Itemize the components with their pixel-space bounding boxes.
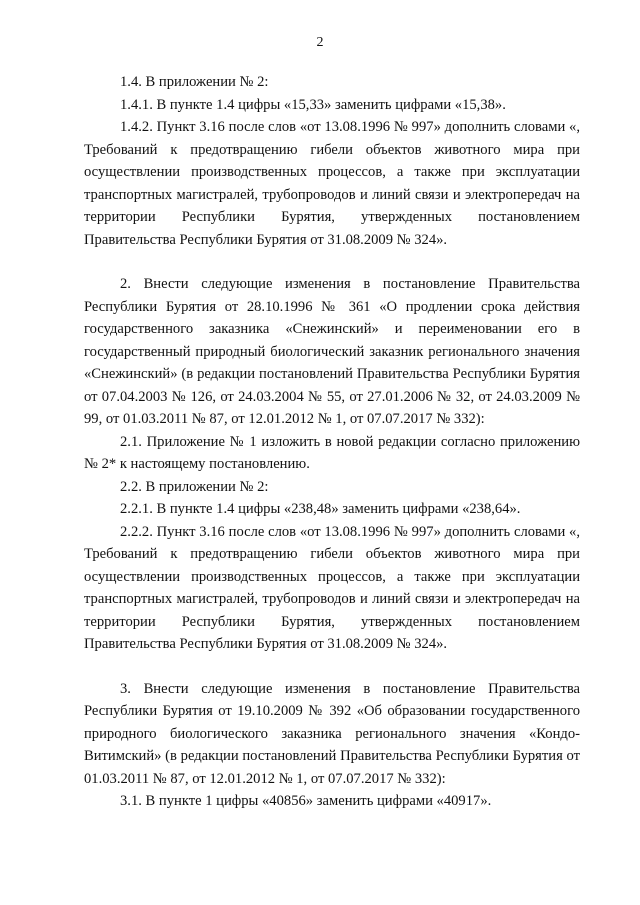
document-body — [84, 71, 580, 813]
paragraph-2-2: 2.2. В приложении № 2: — [120, 478, 269, 495]
paragraph-1-4: 1.4. В приложении № 2: — [120, 74, 269, 90]
paragraph-2-2-1: 2.2.1. В пункте 1.4 цифры «238,48» заменить цифрами «238,64». — [120, 501, 521, 517]
paragraph-3-1: 3.1. В пункте 1 цифры «40856» заменить цифрами «40917». — [120, 793, 492, 809]
paragraph-2: 2. Внести следующие изменения в постановление Правительства Республики Бурятия от 28.10.1996 № 361 «О продлении срока действия государственного заказника «Снежинский» и переименовании его в государственный природный биологический заказник регионального значения «Снежинский» (в редакции постановлений Правительства Республики Бурятия от 07.04.2003 № 126, от 24.03.2004 № 55, от 27.01.2006 № 32, от 24.03.2009 № 99, от 01.03.2011 № 87, от 12.01.2012 № 1, от 07.07.2017 № 332): — [84, 276, 580, 427]
paragraph-2-1: 2.1. Приложение № 1 изложить в новой редакции согласно приложению № 2* к настоящему постановлению. — [84, 433, 580, 472]
paragraph-1-4-1: 1.4.1. В пункте 1.4 цифры «15,33» заменить цифрами «15,38». — [120, 96, 506, 113]
paragraph-3: 3. Внести следующие изменения в постановление Правительства Республики Бурятия от 19.10.2009 № 392 «Об образовании государственного природного биологического заказника регионального значения «Кондо-Витимский» (в редакции постановлений Правительства Республики Бурятия от 01.03.2011 № 87, от 12.01.2012 № 1, от 07.07.2017 № 332): — [84, 680, 580, 787]
paragraph-2-2-2: 2.2.2. Пункт 3.16 после слов «от 13.08.1996 № 997» дополнить словами «, Требований к предотвращению гибели объектов животного мира при осуществлении производственных процессов, а также при эксплуатации транспортных магистралей, трубопроводов и линий связи и электропередач на территории Республики Бурятия, утвержденных постановлением Правительства Республики Бурятия от 31.08.2009 № 324». — [84, 523, 580, 652]
paragraph-1-4-2: 1.4.2. Пункт 3.16 после слов «от 13.08.1996 № 997» дополнить словами «, Требований к предотвращению гибели объектов животного мира при осуществлении производственных процессов, а также при эксплуатации транспортных магистралей, трубопроводов и линий связи и электропередач на территории Республики Бурятия, утвержденных постановлением Правительства Республики Бурятия от 31.08.2009 № 324». — [84, 119, 580, 248]
page-number: 2 — [316, 35, 324, 50]
